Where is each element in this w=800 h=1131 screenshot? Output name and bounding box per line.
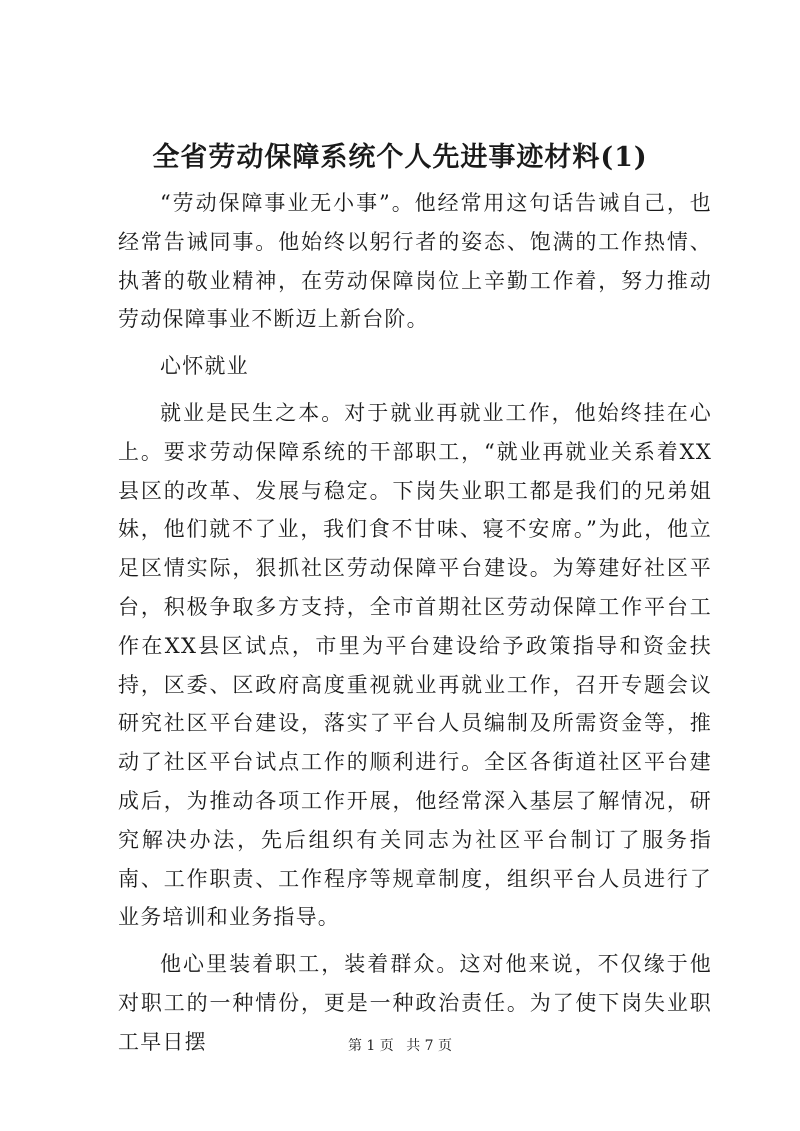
page-total: 共 7 页 <box>406 1038 453 1054</box>
paragraph-employment: 就业是民生之本。对于就业再就业工作，他始终挂在心上。要求劳动保障系统的干部职工，“就业再就业关系着XX县区的改革、发展与稳定。下岗失业职工都是我们的兄弟姐妹，他们就不了业，我们食不甘味、寝不安席。”为此，他立足区情实际，狠抓社区劳动保障平台建设。为筹建好社区平台，积极争取多方支持，全市首期社区劳动保障工作平台工作在XX县区试点，市里为平台建设给予政策指导和资金扶持，区委、区政府高度重视就业再就业工作，召开专题会议研究社区平台建设，落实了平台人员编制及所需资金等，推动了社区平台试点工作的顺利进行。全区各街道社区平台建成后，为推动各项工作开展，他经常深入基层了解情况，研究解决办法，先后组织有关同志为社区平台制订了服务指南、工作职责、工作程序等规章制度，组织平台人员进行了业务培训和业务指导。 <box>118 400 712 930</box>
document-body <box>118 184 712 1062</box>
paragraph-workers: 他心里装着职工，装着群众。这对他来说，不仅缘于他对职工的一种情份，更是一种政治责任。为了使下岗失业职工早日摆 <box>118 952 712 1054</box>
document-title: 全省劳动保障系统个人先进事迹材料(1) <box>152 142 648 173</box>
page-footer <box>0 1035 800 1055</box>
page-number: 第 1 页 <box>347 1038 394 1054</box>
paragraph-intro: “劳动保障事业无小事”。他经常用这句话告诫自己，也经常告诫同事。他始终以躬行者的姿态、饱满的工作热情、执著的敬业精神，在劳动保障岗位上辛勤工作着，努力推动劳动保障事业不断迈上新台阶。 <box>118 191 712 332</box>
section-heading: 心怀就业 <box>160 354 249 379</box>
